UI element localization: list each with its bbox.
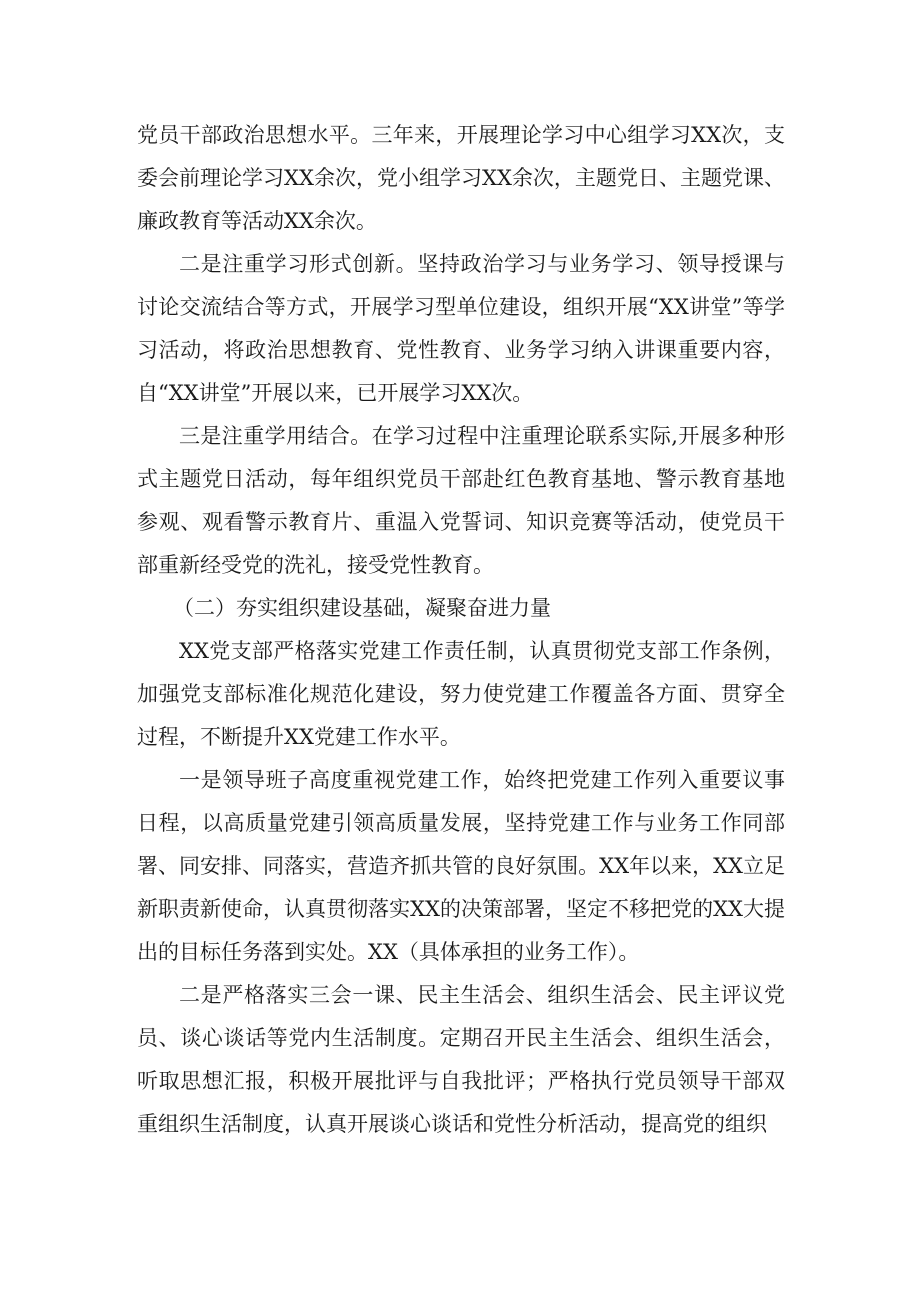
section-heading: （二）夯实组织建设基础，凝聚奋进力量: [173, 596, 551, 620]
paragraph-3: 三是注重学用结合。在学习过程中注重理论联系实际,开展多种形式主题党日活动，每年组织党员干部赴红色教育基地、警示教育基地参观、观看警示教育片、重温入党誓词、知识竞赛等活动，使党员干部重新经受党的洗礼，接受党性教育。: [137, 424, 785, 577]
paragraph-5: 一是领导班子高度重视党建工作，始终把党建工作列入重要议事日程，以高质量党建引领高质量发展，坚持党建工作与业务工作同部署、同安排、同落实，营造齐抓共管的良好氛围。XX年以来，XX立足新职责新使命，认真贯彻落实XX的决策部署，坚定不移把党的XX大提出的目标任务落到实处。XX（具体承担的业务工作）。: [137, 768, 785, 964]
paragraph-1: 党员干部政治思想水平。三年来，开展理论学习中心组学习XX次，支委会前理论学习XX余次，党小组学习XX余次，主题党日、主题党课、廉政教育等活动XX余次。: [137, 123, 785, 233]
document-body: [137, 114, 785, 1146]
paragraph-4: XX党支部严格落实党建工作责任制，认真贯彻党支部工作条例，加强党支部标准化规范化建设，努力使党建工作覆盖各方面、贯穿全过程，不断提升XX党建工作水平。: [137, 639, 785, 749]
paragraph-6: 二是严格落实三会一课、民主生活会、组织生活会、民主评议党员、谈心谈话等党内生活制度。定期召开民主生活会、组织生活会，听取思想汇报，积极开展批评与自我批评；严格执行党员领导干部双重组织生活制度，认真开展谈心谈话和党性分析活动，提高党的组织: [137, 983, 785, 1136]
paragraph-2: 二是注重学习形式创新。坚持政治学习与业务学习、领导授课与讨论交流结合等方式，开展学习型单位建设，组织开展“XX讲堂”等学习活动，将政治思想教育、党性教育、业务学习纳入讲课重要内容，自“XX讲堂”开展以来，已开展学习XX次。: [137, 252, 785, 405]
